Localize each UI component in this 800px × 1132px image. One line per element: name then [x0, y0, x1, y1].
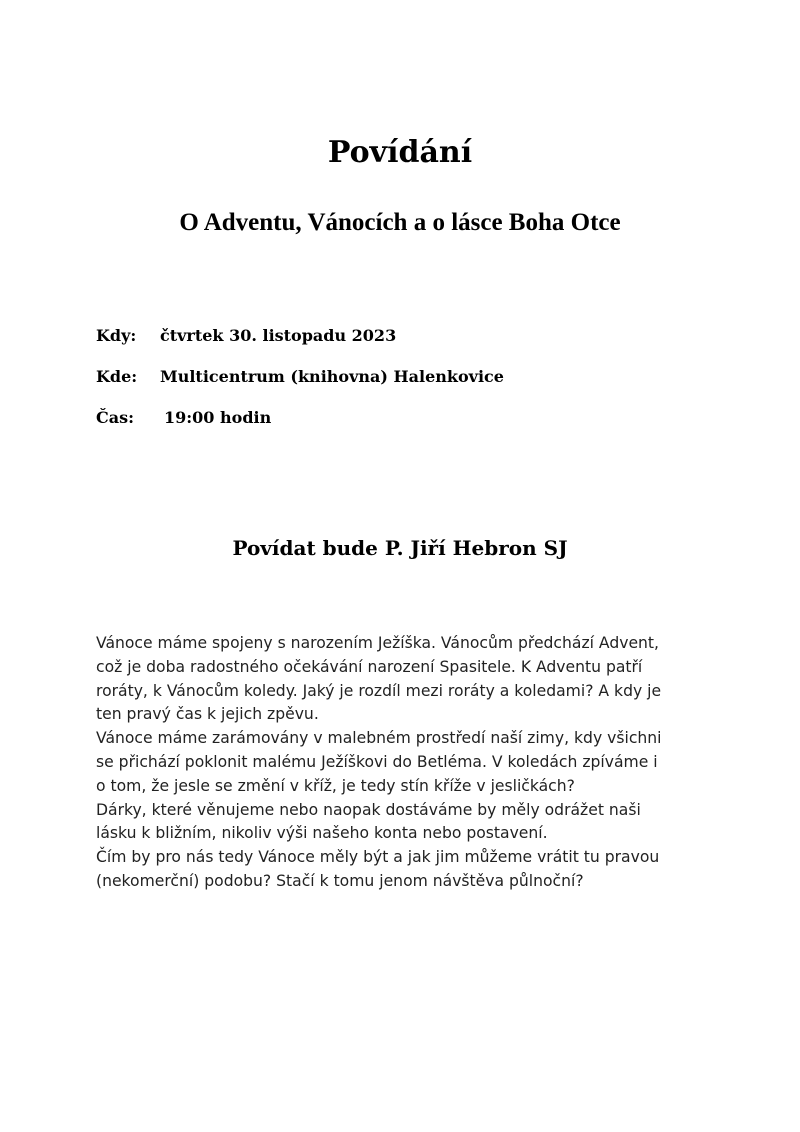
- speaker-heading: Povídat bude P. Jiří Hebron SJ: [232, 536, 568, 560]
- description-line: což je doba radostného očekávání narození Spasitele. K Adventu patří: [96, 657, 643, 676]
- page-subtitle: O Adventu, Vánocích a o lásce Boha Otce: [179, 209, 621, 236]
- description-line: Čím by pro nás tedy Vánoce měly být a jak jim můžeme vrátit tu pravou: [96, 848, 660, 867]
- event-date-row: [96, 325, 396, 347]
- event-date-value: čtvrtek 30. listopadu 2023: [160, 326, 397, 345]
- description-line: roráty, k Vánocům koledy. Jaký je rozdíl mezi roráty a koledami? A kdy je: [96, 681, 662, 700]
- description-line: o tom, že jesle se změní v kříž, je tedy stín kříže v jesličkách?: [96, 776, 575, 795]
- event-time-value: 19:00 hodin: [164, 408, 272, 427]
- event-location-value: Multicentrum (knihovna) Halenkovice: [160, 367, 504, 386]
- description-paragraph: [96, 632, 716, 894]
- description-line: lásku k bližním, nikoliv výši našeho konta nebo postavení.: [96, 824, 548, 843]
- event-time-label: Čas:: [96, 408, 135, 427]
- description-line: ten pravý čas k jejich zpěvu.: [96, 705, 319, 724]
- description-line: Vánoce máme spojeny s narozením Ježíška. Vánocům předchází Advent,: [96, 634, 659, 652]
- description-line: se přichází poklonit malému Ježíškovi do Betléma. V koledách zpíváme i: [96, 752, 658, 771]
- description-line: Dárky, které věnujeme nebo naopak dostáváme by měly odrážet naši: [96, 800, 641, 819]
- description-line: Vánoce máme zarámovány v malebném prostředí naší zimy, kdy všichni: [96, 729, 662, 748]
- event-location-label: Kde:: [96, 367, 138, 386]
- page-title: Povídání: [327, 135, 473, 170]
- event-date-label: Kdy:: [96, 326, 137, 345]
- event-time-row: [96, 407, 271, 429]
- description-line: (nekomerční) podobu? Stačí k tomu jenom návštěva půlnoční?: [96, 871, 584, 890]
- event-location-row: [96, 366, 504, 388]
